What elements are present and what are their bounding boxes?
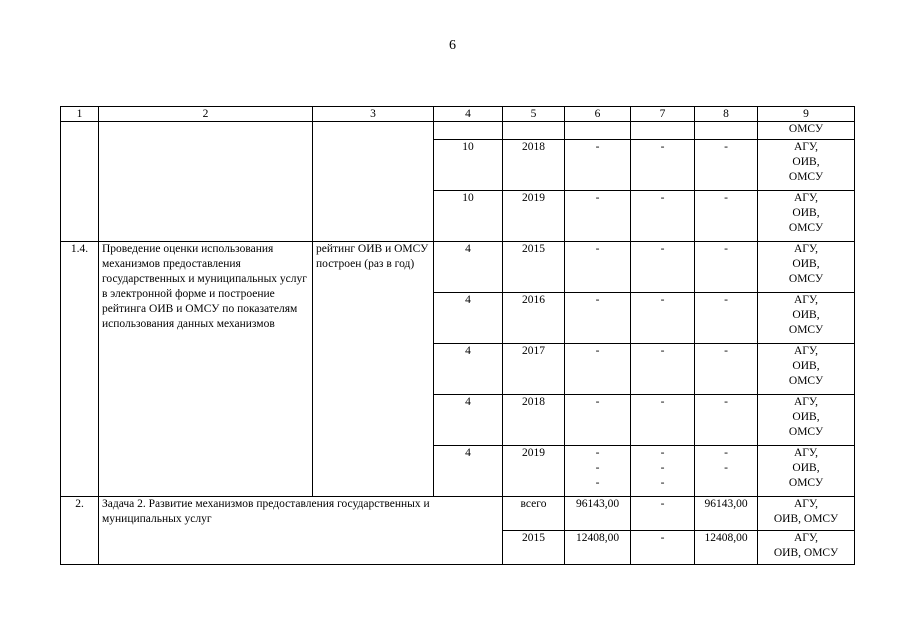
executor-col9 bbox=[758, 140, 855, 191]
year-col5: 2015 bbox=[503, 242, 565, 293]
value-col6 bbox=[565, 344, 631, 395]
cell-line: ОИВ, bbox=[792, 411, 820, 423]
cell-line: ОИВ, bbox=[792, 156, 820, 168]
item-indicator bbox=[313, 122, 434, 242]
value-col6: - bbox=[565, 191, 631, 242]
value-col8: 12408,00 bbox=[695, 531, 758, 565]
year-col5: 2018 bbox=[503, 395, 565, 446]
executor-col9 bbox=[758, 446, 855, 497]
item-number bbox=[61, 122, 99, 242]
value-col8: - bbox=[695, 191, 758, 242]
cell-line: ОИВ, bbox=[792, 462, 820, 474]
cell-line: АГУ, bbox=[793, 141, 819, 153]
table-row bbox=[61, 497, 855, 531]
executor-col9 bbox=[758, 293, 855, 344]
value-col4: 4 bbox=[434, 344, 503, 395]
value-col8 bbox=[695, 122, 758, 140]
cell-line: - bbox=[595, 243, 600, 255]
column-header: 6 bbox=[565, 107, 631, 122]
value-col4: 10 bbox=[434, 140, 503, 191]
value-col4: 4 bbox=[434, 293, 503, 344]
cell-line: АГУ, bbox=[793, 447, 819, 459]
value-col8 bbox=[695, 242, 758, 293]
value-col7 bbox=[631, 344, 695, 395]
value-col6 bbox=[565, 122, 631, 140]
value-col7: - bbox=[631, 191, 695, 242]
item-description: Проведение оценки использования механизмов предоставления государственных и муниципальных услуг в электронной форме и построение рейтинга ОИВ и ОМСУ по показателям использования данных механизмов bbox=[99, 242, 313, 497]
item-description bbox=[99, 122, 313, 242]
value-col6 bbox=[565, 446, 631, 497]
value-col8 bbox=[695, 395, 758, 446]
cell-line: АГУ, bbox=[793, 294, 819, 306]
value-col7 bbox=[631, 122, 695, 140]
value-col6: 96143,00 bbox=[565, 497, 631, 531]
cell-line: - bbox=[595, 396, 600, 408]
value-col6: 12408,00 bbox=[565, 531, 631, 565]
column-header: 1 bbox=[61, 107, 99, 122]
executor-col9 bbox=[758, 395, 855, 446]
cell-line: - bbox=[660, 345, 665, 357]
cell-line: АГУ, bbox=[793, 532, 819, 544]
cell-line: ОИВ, bbox=[792, 360, 820, 372]
value-col7 bbox=[631, 293, 695, 344]
cell-line: - bbox=[724, 396, 728, 408]
value-col7: - bbox=[631, 497, 695, 531]
cell-line: АГУ, bbox=[793, 192, 819, 204]
value-col8: - bbox=[695, 140, 758, 191]
plan-table bbox=[60, 106, 855, 565]
page-number: 6 bbox=[449, 38, 456, 53]
value-col8 bbox=[695, 344, 758, 395]
year-col5: 2017 bbox=[503, 344, 565, 395]
cell-line: ОИВ, ОМСУ bbox=[773, 513, 839, 525]
executor-col9 bbox=[758, 344, 855, 395]
task-description: Задача 2. Развитие механизмов предоставления государственных и муниципальных услуг bbox=[99, 497, 503, 565]
executor-col9 bbox=[758, 497, 855, 531]
value-col8 bbox=[695, 446, 758, 497]
cell-line: - bbox=[595, 345, 600, 357]
year-col5: 2018 bbox=[503, 140, 565, 191]
year-col5: 2019 bbox=[503, 446, 565, 497]
value-col4: 10 bbox=[434, 191, 503, 242]
cell-line: - bbox=[724, 447, 728, 459]
cell-line: - bbox=[595, 294, 600, 306]
column-header: 4 bbox=[434, 107, 503, 122]
cell-line: АГУ, bbox=[793, 498, 819, 510]
cell-line: ОМСУ bbox=[788, 426, 824, 438]
column-header: 2 bbox=[99, 107, 313, 122]
cell-line: ОМСУ bbox=[788, 222, 824, 234]
item-indicator: рейтинг ОИВ и ОМСУ построен (раз в год) bbox=[313, 242, 434, 497]
item-number: 2. bbox=[61, 497, 99, 565]
column-header: 5 bbox=[503, 107, 565, 122]
cell-line: ОМСУ bbox=[788, 477, 824, 489]
value-col7: - bbox=[631, 531, 695, 565]
value-col6 bbox=[565, 293, 631, 344]
cell-line: - bbox=[595, 447, 600, 459]
cell-line: ОИВ, bbox=[792, 309, 820, 321]
year-col5: 2015 bbox=[503, 531, 565, 565]
cell-line: ОИВ, bbox=[792, 207, 820, 219]
column-header: 8 bbox=[695, 107, 758, 122]
value-col6: - bbox=[565, 140, 631, 191]
cell-line: - bbox=[724, 345, 728, 357]
cell-line: - bbox=[660, 243, 665, 255]
cell-line: АГУ, bbox=[793, 243, 819, 255]
cell-line: ОМСУ bbox=[788, 375, 824, 387]
cell-line: - bbox=[660, 396, 665, 408]
cell-line: ОИВ, bbox=[792, 258, 820, 270]
year-col5 bbox=[503, 122, 565, 140]
value-col7 bbox=[631, 242, 695, 293]
value-col7 bbox=[631, 446, 695, 497]
value-col8 bbox=[695, 293, 758, 344]
executor-col9 bbox=[758, 191, 855, 242]
year-col5: 2016 bbox=[503, 293, 565, 344]
cell-line: - bbox=[724, 462, 728, 474]
header-row bbox=[61, 107, 855, 122]
cell-line: - bbox=[724, 243, 728, 255]
item-number: 1.4. bbox=[61, 242, 99, 497]
value-col4: 4 bbox=[434, 395, 503, 446]
executor-col9 bbox=[758, 531, 855, 565]
value-col6 bbox=[565, 395, 631, 446]
cell-line: АГУ, bbox=[793, 396, 819, 408]
year-col5: всего bbox=[503, 497, 565, 531]
value-col6 bbox=[565, 242, 631, 293]
table-row bbox=[61, 242, 855, 293]
value-col4: 4 bbox=[434, 242, 503, 293]
value-col7 bbox=[631, 395, 695, 446]
value-col8: 96143,00 bbox=[695, 497, 758, 531]
cell-line: ОМСУ bbox=[788, 324, 824, 336]
value-col4 bbox=[434, 122, 503, 140]
column-header: 7 bbox=[631, 107, 695, 122]
cell-line: ОМСУ bbox=[788, 273, 824, 285]
cell-line: - bbox=[595, 462, 600, 474]
column-header: 9 bbox=[758, 107, 855, 122]
cell-line: ОМСУ bbox=[788, 123, 824, 135]
value-col4: 4 bbox=[434, 446, 503, 497]
cell-line: - bbox=[724, 294, 728, 306]
cell-line: - bbox=[660, 477, 665, 489]
cell-line: - bbox=[660, 447, 665, 459]
executor-col9 bbox=[758, 242, 855, 293]
table-row bbox=[61, 122, 855, 140]
column-header: 3 bbox=[313, 107, 434, 122]
cell-line: - bbox=[660, 294, 665, 306]
cell-line: ОИВ, ОМСУ bbox=[773, 547, 839, 559]
cell-line: ОМСУ bbox=[788, 171, 824, 183]
cell-line: АГУ, bbox=[793, 345, 819, 357]
executor-col9 bbox=[758, 122, 855, 140]
value-col7: - bbox=[631, 140, 695, 191]
cell-line: - bbox=[660, 462, 665, 474]
year-col5: 2019 bbox=[503, 191, 565, 242]
cell-line: - bbox=[595, 477, 600, 489]
